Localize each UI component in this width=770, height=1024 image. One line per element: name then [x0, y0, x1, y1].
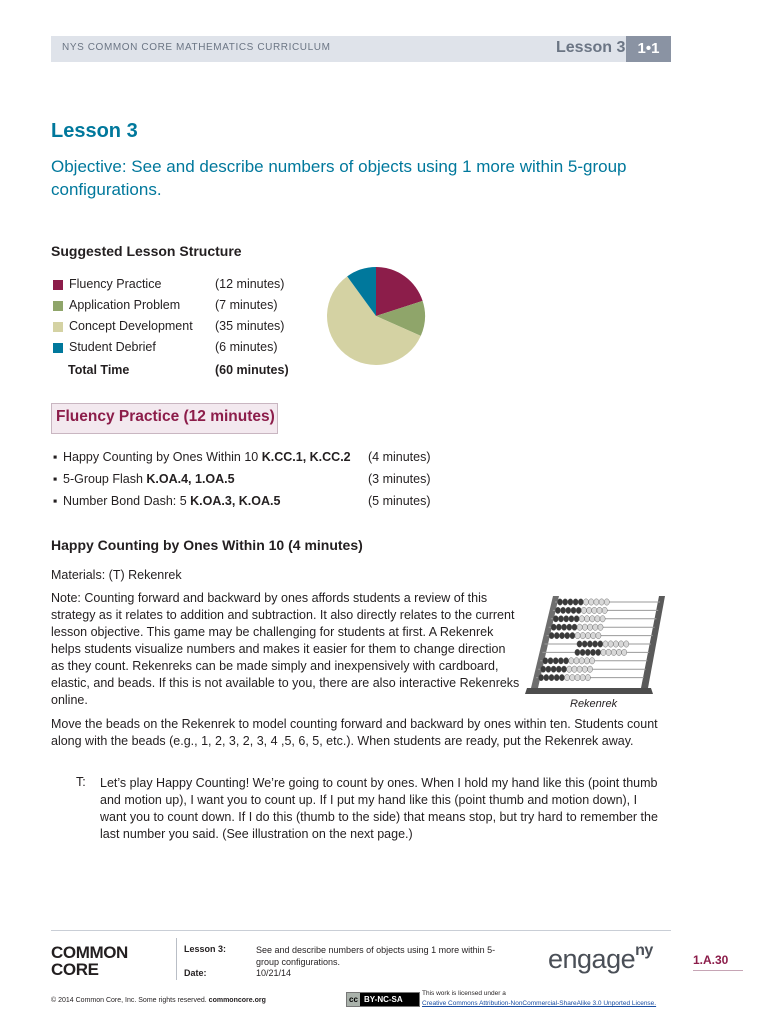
legend-swatch	[53, 343, 63, 353]
instruction-paragraph: Move the beads on the Rekenrek to model counting forward and backward by ones within ten. Students count along with the beads (e.g., 1, 2, 3, 2, 3, 4 ,5, 6, 5, etc.). When students are ready, put the Rekenrek away.	[51, 717, 658, 748]
structure-item-label: Student Debrief	[69, 340, 156, 354]
structure-item-label: Application Problem	[69, 298, 181, 312]
activity-name: Happy Counting by Ones Within 10	[63, 450, 262, 464]
footer-date: 10/21/14	[256, 968, 292, 978]
footer-lesson-label: Lesson 3:	[184, 944, 227, 954]
materials-line: Materials: (T) Rekenrek	[51, 568, 182, 582]
footer-divider	[51, 930, 671, 931]
fluency-heading: Fluency Practice (12 minutes)	[56, 408, 275, 425]
footer-date-label: Date:	[184, 968, 207, 978]
total-time-label: Total Time	[68, 363, 130, 377]
rekenrek-caption: Rekenrek	[570, 698, 618, 710]
copyright-notice	[51, 997, 266, 1004]
teacher-note: Note: Counting forward and backward by ones affords students a review of this strategy as it relates to addition and subtraction. It also directly relates to the current lesson objective. This game may be challenging for students at first. A Rekenrek helps students visualize numbers and makes it easier for them to change direction as they count. Rekenreks can be made simply and inexpensively with cardboard, elastic, and beads. If this is not available to you, there are also interactive Rekenreks online.	[51, 591, 520, 707]
curriculum-title: NYS COMMON CORE MATHEMATICS CURRICULUM	[62, 42, 331, 53]
legend-swatch	[53, 322, 63, 332]
structure-item-minutes: (7 minutes)	[215, 298, 278, 312]
activity-name: Number Bond Dash: 5	[63, 494, 191, 508]
structure-item-minutes: (6 minutes)	[215, 340, 278, 354]
lesson-structure-pie-chart	[326, 266, 426, 366]
license-link[interactable]: Creative Commons Attribution-NonCommercial-ShareAlike 3.0 Unported License.	[422, 1000, 657, 1007]
footer-separator	[176, 938, 177, 980]
page-title: Lesson 3	[51, 120, 138, 142]
activity-minutes: (3 minutes)	[368, 472, 431, 486]
teacher-dialogue: Let’s play Happy Counting! We’re going to count by ones. When I hold my hand like this (point thumb and motion up), I want you to count up. If I put my hand like this (point thumb and motion down), I want you to count down. If I do this (thumb to the side) that means stop, but try hard to remember the last number you said. (See illustration on the next page.)	[100, 776, 658, 841]
common-core-logo	[51, 944, 146, 978]
structure-heading: Suggested Lesson Structure	[51, 243, 242, 259]
copyright-text: © 2014 Common Core, Inc. Some rights reserved.	[51, 997, 209, 1004]
lesson-objective: Objective: See and describe numbers of objects using 1 more within 5-group configurations.	[51, 157, 627, 199]
bullet-icon: ▪	[53, 494, 58, 508]
bullet-icon: ▪	[53, 472, 58, 486]
footer-lesson-objective: See and describe numbers of objects using 1 more within 5-group configurations.	[256, 945, 496, 967]
logo-line: CORE	[51, 960, 99, 979]
activity-standards: K.OA.4, 1.OA.5	[146, 472, 235, 486]
cc-badge-text: BY-NC-SA	[364, 995, 403, 1004]
structure-item-label: Fluency Practice	[69, 277, 162, 291]
legend-swatch	[53, 301, 63, 311]
logo-line: COMMON	[51, 943, 128, 962]
creative-commons-badge[interactable]	[346, 992, 420, 1007]
copyright-site: commoncore.org	[208, 997, 266, 1004]
structure-item-label: Concept Development	[69, 319, 193, 333]
rekenrek-image	[523, 590, 668, 698]
bullet-icon: ▪	[53, 450, 58, 464]
module-badge: 1•1	[626, 36, 671, 62]
page-number-underline	[693, 970, 743, 971]
total-time-value: (60 minutes)	[215, 363, 289, 377]
license-text: This work is licensed under a	[422, 990, 506, 997]
activity-minutes: (4 minutes)	[368, 450, 431, 464]
activity-minutes: (5 minutes)	[368, 494, 431, 508]
activity-standards: K.OA.3, K.OA.5	[190, 494, 281, 508]
section-heading: Happy Counting by Ones Within 10 (4 minutes)	[51, 537, 363, 553]
page-number: 1.A.30	[693, 953, 729, 967]
activity-name: 5-Group Flash	[63, 472, 147, 486]
teacher-label: T:	[76, 775, 86, 789]
structure-item-minutes: (12 minutes)	[215, 277, 285, 291]
header-lesson-label: Lesson 3	[556, 39, 626, 56]
cc-icon: cc	[347, 993, 360, 1006]
ny-text: ny	[635, 942, 653, 959]
engageny-logo	[548, 944, 653, 975]
activity-standards: K.CC.1, K.CC.2	[261, 450, 351, 464]
structure-item-minutes: (35 minutes)	[215, 319, 285, 333]
legend-swatch	[53, 280, 63, 290]
engage-text: engage	[548, 944, 636, 974]
